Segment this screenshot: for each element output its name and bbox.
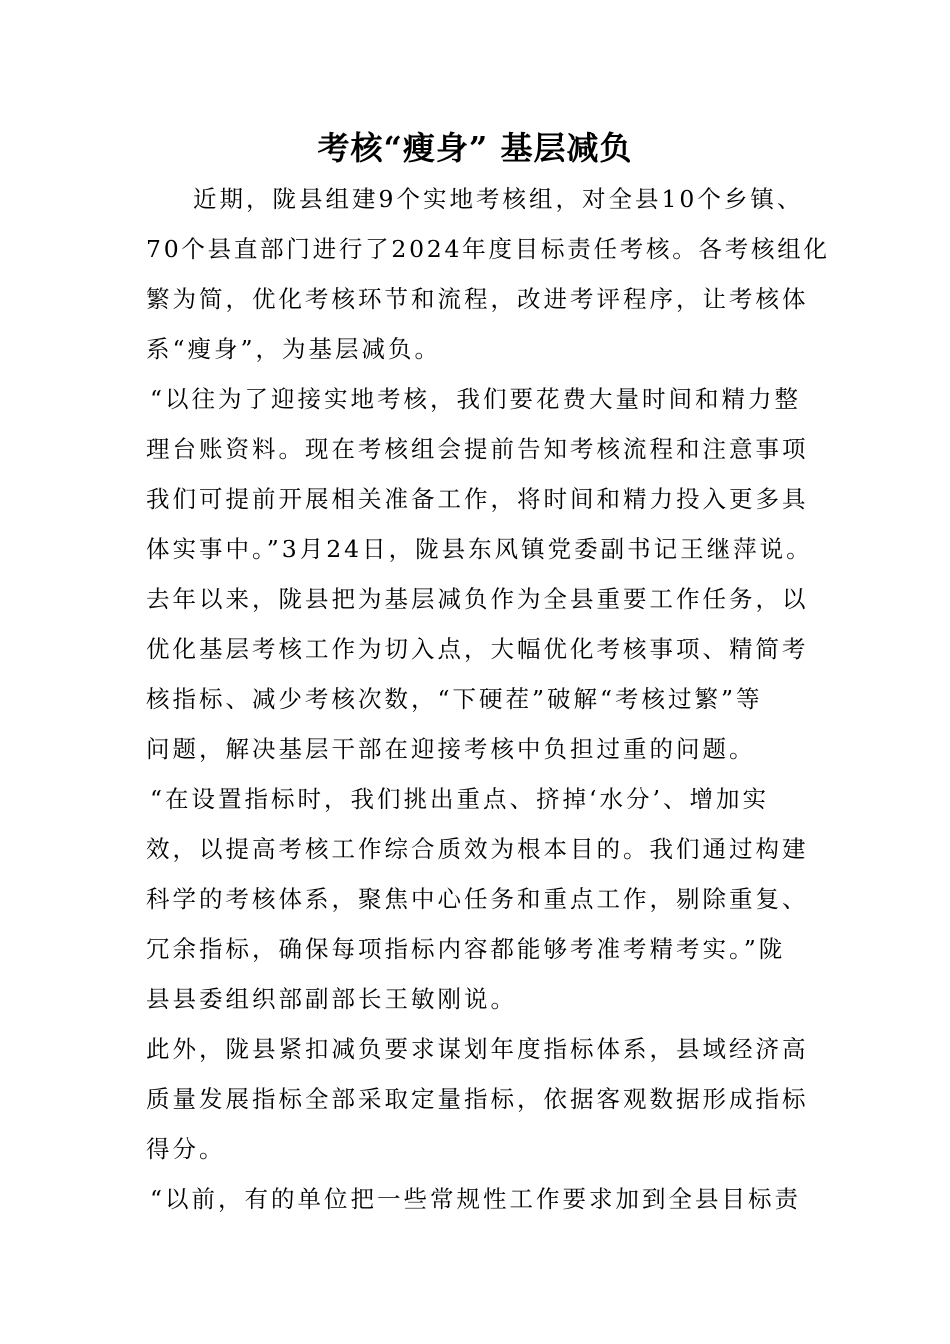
paragraph-line: 70个县直部门进行了2024年度目标责任考核。各考核组化 — [146, 235, 830, 263]
paragraph-line: 繁为简，优化考核环节和流程，改进考评程序，让考核体 — [146, 285, 809, 313]
paragraph-line: 此外，陇县紧扣减负要求谋划年度指标体系，县域经济高 — [146, 1035, 809, 1063]
paragraph-line: “以往为了迎接实地考核，我们要花费大量时间和精力整 — [150, 385, 802, 413]
paragraph-line: 科学的考核体系，聚焦中心任务和重点工作，剔除重复、 — [146, 885, 809, 913]
paragraph-line: 质量发展指标全部采取定量指标，依据客观数据形成指标 — [146, 1085, 809, 1113]
paragraph-line: 体实事中。”3月24日，陇县东风镇党委副书记王继萍说。 — [146, 535, 813, 563]
paragraph-line: 理台账资料。现在考核组会提前告知考核流程和注意事项 — [146, 435, 809, 463]
paragraph-line: 系“瘦身”，为基层减负。 — [146, 335, 442, 363]
paragraph-line: 县县委组织部副部长王敏刚说。 — [146, 985, 517, 1013]
paragraph-line: 核指标、减少考核次数，“下硬茬”破解“考核过繁”等 — [146, 685, 763, 713]
paragraph-line: 得分。 — [146, 1135, 226, 1163]
paragraph-line: 效，以提高考核工作综合质效为根本目的。我们通过构建 — [146, 835, 809, 863]
paragraph-line: 冗余指标，确保每项指标内容都能够考准考精考实。”陇 — [146, 935, 786, 963]
document-title: 考核“瘦身” 基层减负 — [317, 129, 633, 167]
paragraph-line: “以前，有的单位把一些常规性工作要求加到全县目标责 — [150, 1185, 802, 1213]
paragraph-line: 我们可提前开展相关准备工作，将时间和精力投入更多具 — [146, 485, 809, 513]
paragraph-line: “在设置指标时，我们挑出重点、挤掉‘水分’、增加实 — [150, 785, 769, 813]
paragraph-line: 近期，陇县组建9个实地考核组，对全县10个乡镇、 — [193, 185, 804, 213]
paragraph-line: 去年以来，陇县把为基层减负作为全县重要工作任务，以 — [146, 585, 809, 613]
paragraph-line: 优化基层考核工作为切入点，大幅优化考核事项、精简考 — [146, 635, 809, 663]
paragraph-line: 问题，解决基层干部在迎接考核中负担过重的问题。 — [146, 735, 756, 763]
